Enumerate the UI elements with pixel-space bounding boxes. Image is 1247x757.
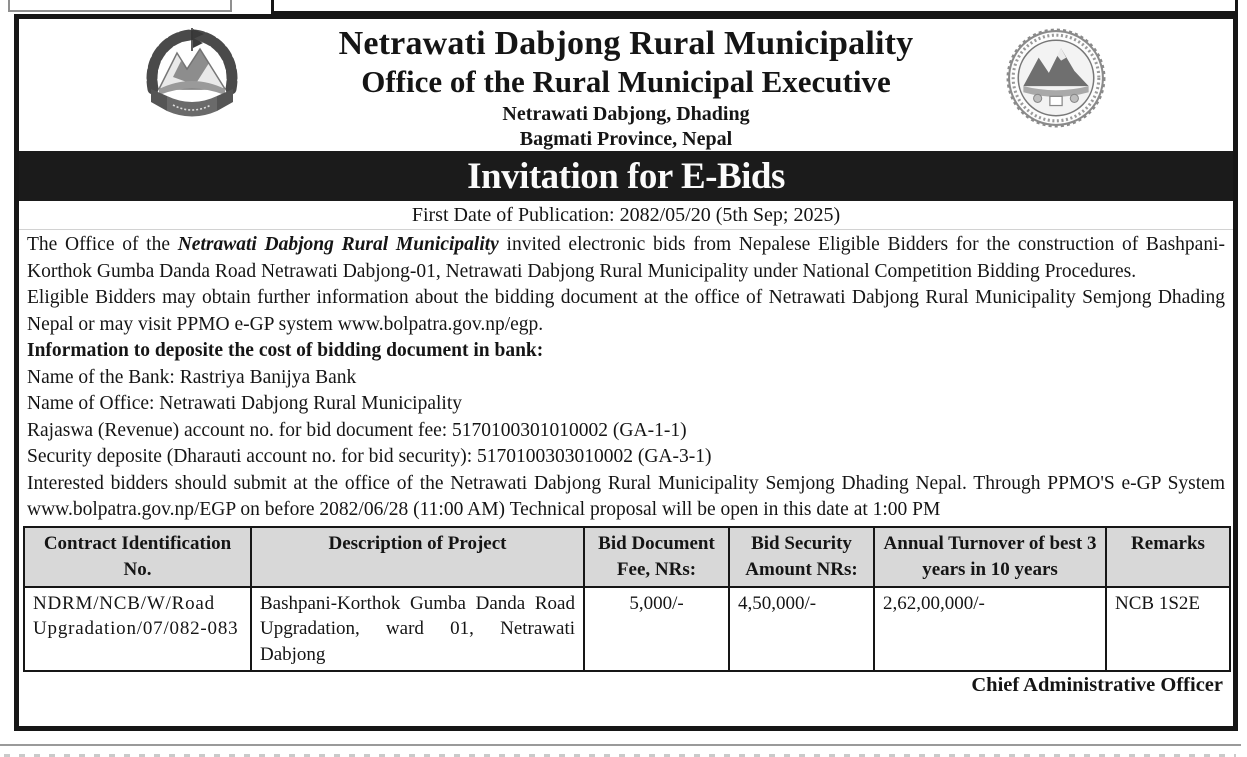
paragraph-intro-rest: invited electronic bids from Nepalese Eligible Bidders for the construction of Bashpani-Korthok Gumba Danda Road Netrawati Dabjong-01, Netrawati Dabjong Rural Municipality under National Competition Bidding Procedures.	[27, 234, 1226, 282]
bid-table	[23, 526, 1231, 673]
address-line: Netrawati Dabjong, Dhading	[502, 103, 750, 125]
page-divider-rule	[0, 744, 1241, 746]
invitation-banner	[19, 151, 1233, 201]
paragraph-obtain-info: Eligible Bidders may obtain further information about the bidding document at the office of Netrawati Dabjong Rural Municipality Semjong Dhading Nepal or may visit PPMO e-GP system www.bolpatra.gov.np/egp.	[27, 287, 1225, 335]
cell-remarks: NCB 1S2E	[1106, 587, 1230, 672]
cell-contract-id: NDRM/NCB/W/Road Upgradation/07/082-083	[24, 587, 251, 672]
notice-body	[19, 230, 1233, 524]
security-account-line: Security deposite (Dharauti account no. for bid security): 5170100303010002 (GA-3-1)	[27, 446, 712, 467]
municipality-name-emphasis: Netrawati Dabjong Rural Municipality	[177, 234, 499, 255]
revenue-account-line: Rajaswa (Revenue) account no. for bid document fee: 5170100301010002 (GA-1-1)	[27, 419, 687, 441]
document-header	[19, 19, 1233, 151]
col-header-contract-id: Contract Identification No.	[24, 527, 251, 587]
bank-name-line: Name of the Bank: Rastriya Banijya Bank	[27, 366, 357, 388]
banner-title: Invitation for E-Bids	[467, 155, 785, 197]
office-subtitle: Office of the Rural Municipal Executive	[361, 64, 891, 99]
office-name-line: Name of Office: Netrawati Dabjong Rural Municipality	[27, 393, 463, 414]
bid-table-row	[24, 587, 1230, 672]
nepal-coat-of-arms-icon	[137, 25, 247, 125]
col-header-description: Description of Project	[251, 527, 584, 587]
bank-info-heading: Information to deposite the cost of bidding document in bank:	[27, 340, 544, 361]
col-header-remarks: Remarks	[1106, 527, 1230, 587]
cell-description: Bashpani-Korthok Gumba Danda Road Upgradation, ward 01, Netrawati Dabjong	[251, 587, 584, 672]
col-header-bid-security: Bid Security Amount NRs:	[729, 527, 874, 587]
signature-title: Chief Administrative Officer	[971, 674, 1223, 696]
paragraph-intro-prefix: The Office of the	[27, 234, 178, 255]
col-header-annual-turnover: Annual Turnover of best 3 years in 10 years	[874, 527, 1106, 587]
paragraph-intro	[27, 232, 1225, 285]
municipality-seal-icon	[1005, 27, 1107, 129]
col-header-bid-document-fee: Bid Document Fee, NRs:	[584, 527, 729, 587]
paragraph-submit: Interested bidders should submit at the office of the Netrawati Dabjong Rural Municipality Semjong Dhading Nepal. Through PPMO'S e-GP System www.bolpatra.gov.np/EGP on before 2082/06/28 (11:00 AM) Technical proposal will be open in this date at 1:00 PM	[27, 472, 1225, 520]
publication-date: First Date of Publication: 2082/05/20 (5th Sep; 2025)	[411, 204, 841, 226]
adjacent-ad-fragment-left	[8, 0, 232, 12]
cell-annual-turnover: 2,62,00,000/-	[874, 587, 1106, 672]
adjacent-ad-fragment-right	[271, 0, 1238, 14]
bid-table-header-row	[24, 527, 1230, 587]
province-line: Bagmati Province, Nepal	[519, 128, 733, 150]
cell-bid-security: 4,50,000/-	[729, 587, 874, 672]
municipality-title: Netrawati Dabjong Rural Municipality	[338, 25, 914, 62]
cell-bid-document-fee: 5,000/-	[584, 587, 729, 672]
tender-notice-document	[14, 14, 1238, 731]
